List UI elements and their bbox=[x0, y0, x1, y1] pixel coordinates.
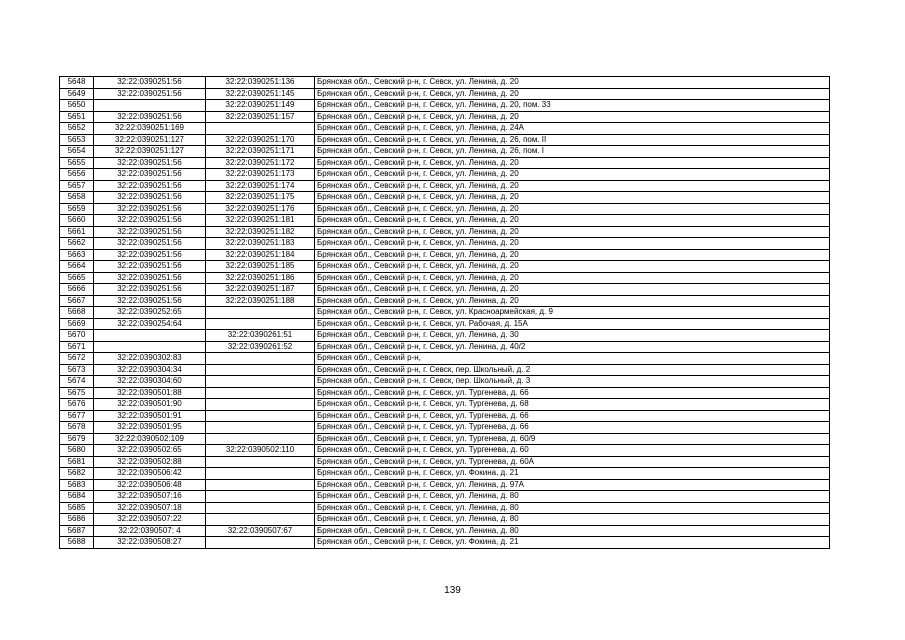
row-number-cell: 5656 bbox=[60, 169, 94, 181]
row-number-cell: 5688 bbox=[60, 537, 94, 549]
parcel-number-cell: 32:22:0390501:95 bbox=[94, 422, 206, 434]
table-row bbox=[60, 433, 830, 445]
table-row bbox=[60, 445, 830, 457]
row-number-cell: 5670 bbox=[60, 330, 94, 342]
address-cell: Брянская обл., Севский р-н, г. Севск, ул. Ленина, д. 20 bbox=[315, 111, 830, 123]
address-cell: Брянская обл., Севский р-н, г. Севск, ул. Ленина, д. 20 bbox=[315, 157, 830, 169]
object-number-cell: 32:22:0390251:172 bbox=[206, 157, 315, 169]
parcel-number-cell: 32:22:0390251:56 bbox=[94, 157, 206, 169]
object-number-cell: 32:22:0390251:157 bbox=[206, 111, 315, 123]
address-cell: Брянская обл., Севский р-н, г. Севск, ул. Рабочая, д. 15А bbox=[315, 318, 830, 330]
address-cell: Брянская обл., Севский р-н, г. Севск, ул. Ленина, д. 20 bbox=[315, 215, 830, 227]
parcel-number-cell: 32:22:0390507:18 bbox=[94, 502, 206, 514]
parcel-number-cell: 32:22:0390507:16 bbox=[94, 491, 206, 503]
parcel-number-cell: 32:22:0390252:65 bbox=[94, 307, 206, 319]
object-number-cell: 32:22:0390251:145 bbox=[206, 88, 315, 100]
row-number-cell: 5674 bbox=[60, 376, 94, 388]
object-number-cell bbox=[206, 502, 315, 514]
row-number-cell: 5662 bbox=[60, 238, 94, 250]
parcel-number-cell: 32:22:0390507: 4 bbox=[94, 525, 206, 537]
parcel-number-cell: 32:22:0390251:56 bbox=[94, 77, 206, 89]
parcel-number-cell bbox=[94, 330, 206, 342]
object-number-cell: 32:22:0390251:173 bbox=[206, 169, 315, 181]
parcel-number-cell: 32:22:0390251:56 bbox=[94, 238, 206, 250]
object-number-cell bbox=[206, 123, 315, 135]
table-row bbox=[60, 157, 830, 169]
address-cell: Брянская обл., Севский р-н, г. Севск, ул. Фокина, д. 21 bbox=[315, 468, 830, 480]
table-row bbox=[60, 318, 830, 330]
parcel-number-cell: 32:22:0390502:109 bbox=[94, 433, 206, 445]
row-number-cell: 5684 bbox=[60, 491, 94, 503]
table-row bbox=[60, 134, 830, 146]
address-cell: Брянская обл., Севский р-н, г. Севск, ул. Ленина, д. 30 bbox=[315, 330, 830, 342]
address-cell: Брянская обл., Севский р-н, г. Севск, ул. Тургенева, д. 68 bbox=[315, 399, 830, 411]
object-number-cell: 32:22:0390251:171 bbox=[206, 146, 315, 158]
parcel-number-cell: 32:22:0390251:169 bbox=[94, 123, 206, 135]
row-number-cell: 5671 bbox=[60, 341, 94, 353]
parcel-number-cell: 32:22:0390251:56 bbox=[94, 284, 206, 296]
table-row bbox=[60, 479, 830, 491]
table-row bbox=[60, 456, 830, 468]
object-number-cell: 32:22:0390251:149 bbox=[206, 100, 315, 112]
parcel-number-cell: 32:22:0390501:88 bbox=[94, 387, 206, 399]
object-number-cell: 32:22:0390507:67 bbox=[206, 525, 315, 537]
parcel-number-cell: 32:22:0390304:34 bbox=[94, 364, 206, 376]
row-number-cell: 5660 bbox=[60, 215, 94, 227]
object-number-cell bbox=[206, 364, 315, 376]
cadastral-table-body bbox=[60, 77, 830, 549]
object-number-cell bbox=[206, 479, 315, 491]
row-number-cell: 5679 bbox=[60, 433, 94, 445]
table-row bbox=[60, 111, 830, 123]
parcel-number-cell: 32:22:0390251:56 bbox=[94, 88, 206, 100]
address-cell: Брянская обл., Севский р-н, г. Севск, ул. Ленина, д. 20 bbox=[315, 88, 830, 100]
row-number-cell: 5658 bbox=[60, 192, 94, 204]
address-cell: Брянская обл., Севский р-н, г. Севск, ул. Ленина, д. 20 bbox=[315, 226, 830, 238]
row-number-cell: 5681 bbox=[60, 456, 94, 468]
table-row bbox=[60, 203, 830, 215]
row-number-cell: 5661 bbox=[60, 226, 94, 238]
parcel-number-cell: 32:22:0390304:60 bbox=[94, 376, 206, 388]
object-number-cell: 32:22:0390251:175 bbox=[206, 192, 315, 204]
object-number-cell bbox=[206, 456, 315, 468]
address-cell: Брянская обл., Севский р-н, г. Севск, ул. Ленина, д. 97А bbox=[315, 479, 830, 491]
table-row bbox=[60, 387, 830, 399]
address-cell: Брянская обл., Севский р-н, г. Севск, ул. Ленина, д. 24А bbox=[315, 123, 830, 135]
row-number-cell: 5677 bbox=[60, 410, 94, 422]
object-number-cell bbox=[206, 353, 315, 365]
table-row bbox=[60, 88, 830, 100]
address-cell: Брянская обл., Севский р-н, г. Севск, ул. Ленина, д. 20 bbox=[315, 272, 830, 284]
address-cell: Брянская обл., Севский р-н, bbox=[315, 353, 830, 365]
table-row bbox=[60, 261, 830, 273]
parcel-number-cell: 32:22:0390501:91 bbox=[94, 410, 206, 422]
row-number-cell: 5654 bbox=[60, 146, 94, 158]
table-row bbox=[60, 123, 830, 135]
object-number-cell bbox=[206, 468, 315, 480]
row-number-cell: 5686 bbox=[60, 514, 94, 526]
row-number-cell: 5678 bbox=[60, 422, 94, 434]
address-cell: Брянская обл., Севский р-н, г. Севск, ул. Ленина, д. 20 bbox=[315, 261, 830, 273]
row-number-cell: 5650 bbox=[60, 100, 94, 112]
object-number-cell: 32:22:0390251:174 bbox=[206, 180, 315, 192]
table-row bbox=[60, 376, 830, 388]
table-row bbox=[60, 353, 830, 365]
address-cell: Брянская обл., Севский р-н, г. Севск, ул. Ленина, д. 80 bbox=[315, 502, 830, 514]
parcel-number-cell: 32:22:0390251:127 bbox=[94, 134, 206, 146]
table-row bbox=[60, 238, 830, 250]
address-cell: Брянская обл., Севский р-н, г. Севск, ул. Ленина, д. 80 bbox=[315, 491, 830, 503]
address-cell: Брянская обл., Севский р-н, г. Севск, ул. Ленина, д. 20 bbox=[315, 169, 830, 181]
parcel-number-cell: 32:22:0390251:56 bbox=[94, 169, 206, 181]
table-row bbox=[60, 249, 830, 261]
row-number-cell: 5652 bbox=[60, 123, 94, 135]
object-number-cell: 32:22:0390251:136 bbox=[206, 77, 315, 89]
object-number-cell bbox=[206, 307, 315, 319]
address-cell: Брянская обл., Севский р-н, г. Севск, ул. Тургенева, д. 66 bbox=[315, 410, 830, 422]
object-number-cell: 32:22:0390251:186 bbox=[206, 272, 315, 284]
parcel-number-cell: 32:22:0390302:83 bbox=[94, 353, 206, 365]
address-cell: Брянская обл., Севский р-н, г. Севск, ул. Ленина, д. 80 bbox=[315, 514, 830, 526]
row-number-cell: 5664 bbox=[60, 261, 94, 273]
address-cell: Брянская обл., Севский р-н, г. Севск, ул. Ленина, д. 40/2 bbox=[315, 341, 830, 353]
table-row bbox=[60, 502, 830, 514]
row-number-cell: 5653 bbox=[60, 134, 94, 146]
parcel-number-cell: 32:22:0390254:64 bbox=[94, 318, 206, 330]
parcel-number-cell: 32:22:0390507:22 bbox=[94, 514, 206, 526]
parcel-number-cell: 32:22:0390251:56 bbox=[94, 272, 206, 284]
row-number-cell: 5666 bbox=[60, 284, 94, 296]
cadastral-table bbox=[59, 76, 830, 549]
row-number-cell: 5649 bbox=[60, 88, 94, 100]
object-number-cell bbox=[206, 491, 315, 503]
object-number-cell bbox=[206, 537, 315, 549]
parcel-number-cell: 32:22:0390506:48 bbox=[94, 479, 206, 491]
object-number-cell: 32:22:0390251:184 bbox=[206, 249, 315, 261]
row-number-cell: 5682 bbox=[60, 468, 94, 480]
row-number-cell: 5659 bbox=[60, 203, 94, 215]
address-cell: Брянская обл., Севский р-н, г. Севск, ул. Ленина, д. 20 bbox=[315, 238, 830, 250]
row-number-cell: 5685 bbox=[60, 502, 94, 514]
row-number-cell: 5657 bbox=[60, 180, 94, 192]
address-cell: Брянская обл., Севский р-н, г. Севск, ул. Ленина, д. 20 bbox=[315, 295, 830, 307]
parcel-number-cell: 32:22:0390508:27 bbox=[94, 537, 206, 549]
parcel-number-cell: 32:22:0390251:56 bbox=[94, 261, 206, 273]
table-row bbox=[60, 226, 830, 238]
parcel-number-cell: 32:22:0390251:56 bbox=[94, 215, 206, 227]
address-cell: Брянская обл., Севский р-н, г. Севск, ул. Ленина, д. 20 bbox=[315, 192, 830, 204]
parcel-number-cell: 32:22:0390251:56 bbox=[94, 180, 206, 192]
object-number-cell bbox=[206, 387, 315, 399]
table-row bbox=[60, 468, 830, 480]
row-number-cell: 5655 bbox=[60, 157, 94, 169]
parcel-number-cell: 32:22:0390251:56 bbox=[94, 192, 206, 204]
table-row bbox=[60, 410, 830, 422]
table-row bbox=[60, 169, 830, 181]
address-cell: Брянская обл., Севский р-н, г. Севск, ул. Фокина, д. 21 bbox=[315, 537, 830, 549]
table-row bbox=[60, 491, 830, 503]
row-number-cell: 5669 bbox=[60, 318, 94, 330]
object-number-cell: 32:22:0390251:170 bbox=[206, 134, 315, 146]
object-number-cell: 32:22:0390251:187 bbox=[206, 284, 315, 296]
object-number-cell bbox=[206, 318, 315, 330]
address-cell: Брянская обл., Севский р-н, г. Севск, ул. Тургенева, д. 66 bbox=[315, 422, 830, 434]
page-number: 139 bbox=[444, 585, 461, 596]
address-cell: Брянская обл., Севский р-н, г. Севск, ул. Тургенева, д. 66 bbox=[315, 387, 830, 399]
object-number-cell: 32:22:0390251:183 bbox=[206, 238, 315, 250]
row-number-cell: 5663 bbox=[60, 249, 94, 261]
parcel-number-cell: 32:22:0390251:56 bbox=[94, 111, 206, 123]
object-number-cell: 32:22:0390251:185 bbox=[206, 261, 315, 273]
address-cell: Брянская обл., Севский р-н, г. Севск, ул. Ленина, д. 20 bbox=[315, 284, 830, 296]
parcel-number-cell: 32:22:0390251:56 bbox=[94, 226, 206, 238]
row-number-cell: 5687 bbox=[60, 525, 94, 537]
parcel-number-cell: 32:22:0390506:42 bbox=[94, 468, 206, 480]
table-row bbox=[60, 192, 830, 204]
table-row bbox=[60, 272, 830, 284]
address-cell: Брянская обл., Севский р-н, г. Севск, ул. Красноармейская, д. 9 bbox=[315, 307, 830, 319]
object-number-cell: 32:22:0390261:52 bbox=[206, 341, 315, 353]
object-number-cell bbox=[206, 433, 315, 445]
parcel-number-cell: 32:22:0390502:88 bbox=[94, 456, 206, 468]
address-cell: Брянская обл., Севский р-н, г. Севск, ул. Тургенева, д. 60А bbox=[315, 456, 830, 468]
row-number-cell: 5673 bbox=[60, 364, 94, 376]
object-number-cell: 32:22:0390251:188 bbox=[206, 295, 315, 307]
object-number-cell: 32:22:0390502:110 bbox=[206, 445, 315, 457]
object-number-cell bbox=[206, 399, 315, 411]
address-cell: Брянская обл., Севский р-н, г. Севск, ул. Ленина, д. 20 bbox=[315, 203, 830, 215]
row-number-cell: 5665 bbox=[60, 272, 94, 284]
address-cell: Брянская обл., Севский р-н, г. Севск, ул. Ленина, д. 80 bbox=[315, 525, 830, 537]
table-row bbox=[60, 146, 830, 158]
table-row bbox=[60, 525, 830, 537]
table-row bbox=[60, 514, 830, 526]
address-cell: Брянская обл., Севский р-н, г. Севск, ул. Ленина, д. 20, пом. 33 bbox=[315, 100, 830, 112]
row-number-cell: 5683 bbox=[60, 479, 94, 491]
table-row bbox=[60, 215, 830, 227]
row-number-cell: 5680 bbox=[60, 445, 94, 457]
parcel-number-cell bbox=[94, 100, 206, 112]
table-row bbox=[60, 330, 830, 342]
address-cell: Брянская обл., Севский р-н, г. Севск, ул. Ленина, д. 26, пом. I bbox=[315, 146, 830, 158]
table-row bbox=[60, 341, 830, 353]
table-row bbox=[60, 399, 830, 411]
row-number-cell: 5667 bbox=[60, 295, 94, 307]
address-cell: Брянская обл., Севский р-н, г. Севск, ул. Ленина, д. 26, пом. II bbox=[315, 134, 830, 146]
parcel-number-cell: 32:22:0390251:56 bbox=[94, 203, 206, 215]
object-number-cell: 32:22:0390251:181 bbox=[206, 215, 315, 227]
row-number-cell: 5675 bbox=[60, 387, 94, 399]
parcel-number-cell: 32:22:0390251:56 bbox=[94, 249, 206, 261]
object-number-cell: 32:22:0390251:176 bbox=[206, 203, 315, 215]
address-cell: Брянская обл., Севский р-н, г. Севск, ул. Ленина, д. 20 bbox=[315, 249, 830, 261]
parcel-number-cell: 32:22:0390251:56 bbox=[94, 295, 206, 307]
table-row bbox=[60, 307, 830, 319]
table-row bbox=[60, 284, 830, 296]
row-number-cell: 5672 bbox=[60, 353, 94, 365]
table-row bbox=[60, 100, 830, 112]
object-number-cell bbox=[206, 422, 315, 434]
object-number-cell bbox=[206, 376, 315, 388]
row-number-cell: 5676 bbox=[60, 399, 94, 411]
table-row bbox=[60, 180, 830, 192]
object-number-cell: 32:22:0390251:182 bbox=[206, 226, 315, 238]
object-number-cell: 32:22:0390261:51 bbox=[206, 330, 315, 342]
parcel-number-cell: 32:22:0390502:65 bbox=[94, 445, 206, 457]
parcel-number-cell bbox=[94, 341, 206, 353]
object-number-cell bbox=[206, 514, 315, 526]
address-cell: Брянская обл., Севский р-н, г. Севск, ул. Тургенева, д. 60 bbox=[315, 445, 830, 457]
address-cell: Брянская обл., Севский р-н, г. Севск, ул. Ленина, д. 20 bbox=[315, 77, 830, 89]
table-row bbox=[60, 295, 830, 307]
row-number-cell: 5651 bbox=[60, 111, 94, 123]
row-number-cell: 5668 bbox=[60, 307, 94, 319]
row-number-cell: 5648 bbox=[60, 77, 94, 89]
address-cell: Брянская обл., Севский р-н, г. Севск, пер. Школьный, д. 2 bbox=[315, 364, 830, 376]
table-row bbox=[60, 364, 830, 376]
address-cell: Брянская обл., Севский р-н, г. Севск, пер. Школьный, д. 3 bbox=[315, 376, 830, 388]
parcel-number-cell: 32:22:0390251:127 bbox=[94, 146, 206, 158]
object-number-cell bbox=[206, 410, 315, 422]
table-row bbox=[60, 77, 830, 89]
parcel-number-cell: 32:22:0390501:90 bbox=[94, 399, 206, 411]
table-row bbox=[60, 422, 830, 434]
address-cell: Брянская обл., Севский р-н, г. Севск, ул. Тургенева, д. 60/9 bbox=[315, 433, 830, 445]
table-row bbox=[60, 537, 830, 549]
address-cell: Брянская обл., Севский р-н, г. Севск, ул. Ленина, д. 20 bbox=[315, 180, 830, 192]
